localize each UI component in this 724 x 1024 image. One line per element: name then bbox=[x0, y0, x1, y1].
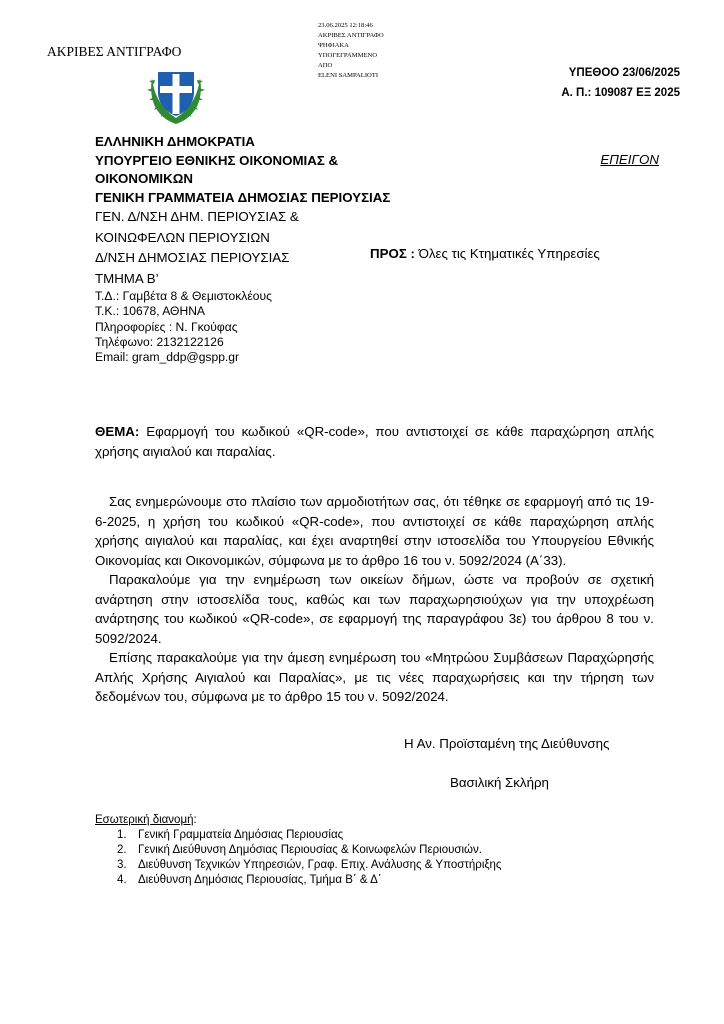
address-phone: Τηλέφωνο: 2132122126 bbox=[95, 334, 224, 349]
recipient bbox=[370, 246, 600, 261]
item-number: 1. bbox=[117, 828, 127, 841]
distribution-heading bbox=[95, 813, 501, 828]
signer-name: Βασιλική Σκλήρη bbox=[450, 775, 549, 790]
protocol-reference bbox=[561, 63, 680, 103]
distribution-item bbox=[95, 858, 501, 873]
address-postal: Τ.Κ.: 10678, ΑΘΗΝΑ bbox=[95, 304, 205, 319]
distribution-colon: : bbox=[193, 814, 197, 826]
body-paragraph: Παρακαλούμε για την ενημέρωση των οικείων δήμων, ώστε να προβούν σε σχετική ανάρτηση στην ιστοσελίδα τους, καθώς και των παραχωρησιούχων για την υποχρέωση ανάρτησης του κωδικού «QR-code», σε εφαρμογή της παραγράφου 3ε) του άρθρου 8 του ν. 5092/2024. bbox=[95, 572, 654, 646]
directorate: Δ/ΝΣΗ ΔΗΜΟΣΙΑΣ ΠΕΡΙΟΥΣΙΑΣ bbox=[95, 250, 290, 266]
ministry-title-cont: ΟΙΚΟΝΟΜΙΚΩΝ bbox=[95, 171, 193, 187]
ministry-title: ΥΠΟΥΡΓΕΙΟ ΕΘΝΙΚΗΣ ΟΙΚΟΝΟΜΙΑΣ & bbox=[95, 152, 339, 168]
secretariat-title: ΓΕΝΙΚΗ ΓΡΑΜΜΑΤΕΙΑ ΔΗΜΟΣΙΑΣ ΠΕΡΙΟΥΣΙΑΣ bbox=[95, 189, 391, 205]
sender-header bbox=[95, 133, 390, 289]
subject-label: ΘΕΜΑ: bbox=[95, 424, 140, 439]
distribution-list bbox=[95, 828, 501, 888]
stamp-line: ELENI SAMPALIOTI bbox=[318, 72, 379, 80]
item-number: 2. bbox=[117, 843, 127, 856]
copy-label: ΑΚΡΙΒΕΣ ΑΝΤΙΓΡΑΦΟ bbox=[47, 44, 182, 59]
letter-body bbox=[95, 492, 654, 707]
distribution-item bbox=[95, 843, 501, 858]
recipient-label: ΠΡΟΣ : bbox=[370, 246, 415, 261]
item-text: Διεύθυνση Τεχνικών Υπηρεσιών, Γραφ. Επιχ. Ανάλυσης & Υποστήριξης bbox=[138, 858, 502, 871]
stamp-line: 23.06.2025 12:18:46 bbox=[318, 22, 373, 29]
urgency-label: ΕΠΕΙΓΟΝ bbox=[600, 152, 659, 167]
subject-text: Εφαρμογή του κωδικού «QR-code», που αντιστοιχεί σε κάθε παραχώρηση απλής χρήσης αιγιαλού και παραλίας. bbox=[95, 424, 654, 459]
signer-title: Η Αν. Προϊσταμένη της Διεύθυνσης bbox=[404, 736, 610, 751]
distribution-title: Εσωτερική διανομή bbox=[95, 814, 194, 826]
digital-signature-stamp bbox=[318, 21, 384, 82]
reference-date: ΥΠΕΘΟΟ 23/06/2025 bbox=[568, 67, 680, 79]
address-street: Τ.Δ.: Γαμβέτα 8 & Θεμιστοκλέους bbox=[95, 289, 272, 303]
item-text: Διεύθυνση Δημόσιας Περιουσίας, Τμήμα Β΄ & Δ΄ bbox=[138, 873, 382, 886]
address-info: Πληροφορίες : Ν. Γκούφας bbox=[95, 319, 238, 334]
stamp-line: ΨΗΦΙΑΚΑ bbox=[318, 42, 349, 50]
stamp-line: ΑΚΡΙΒΕΣ ΑΝΤΙΓΡΑΦΟ bbox=[318, 32, 384, 40]
stamp-line: ΥΠΟΓΕΓΡΑΜΜΕΝΟ bbox=[318, 52, 378, 60]
body-paragraph: Επίσης παρακαλούμε για την άμεση ενημέρωση του «Μητρώου Συμβάσεων Παραχώρησής Απλής Χρήσης Αιγιαλού και Παραλίας», με τις νέες παραχωρήσεις και την τήρηση των δεδομένων του, σύμφωνα με το άρθρο 15 του ν. 5092/2024. bbox=[95, 650, 654, 704]
item-text: Γενική Γραμματεία Δημόσιας Περιουσίας bbox=[138, 828, 344, 841]
general-directorate: ΓΕΝ. Δ/ΝΣΗ ΔΗΜ. ΠΕΡΙΟΥΣΙΑΣ & bbox=[95, 209, 299, 225]
internal-distribution bbox=[95, 813, 501, 888]
recipient-value: Όλες τις Κτηματικές Υπηρεσίες bbox=[414, 246, 600, 261]
subject bbox=[95, 422, 654, 462]
contact-address bbox=[95, 289, 272, 365]
republic-title: ΕΛΛΗΝΙΚΗ ΔΗΜΟΚΡΑΤΙΑ bbox=[95, 134, 255, 149]
body-paragraph: Σας ενημερώνουμε στο πλαίσιο των αρμοδιοτήτων σας, ότι τέθηκε σε εφαρμογή από τις 19-6-2025, η χρήση του κωδικού «QR-code», που αντιστοιχεί σε κάθε παραχώρηση απλής χρήσης αιγιαλού και παραλίας, και έχει αναρτηθεί στην ιστοσελίδα του Υπουργείου Εθνικής Οικονομίας και Οικονομικών, σύμφωνα με το άρθρο 16 του ν. 5092/2024 (Α΄33). bbox=[95, 494, 654, 568]
item-text: Γενική Διεύθυνση Δημόσιας Περιουσίας & Κοινωφελών Περιουσιών. bbox=[138, 843, 482, 856]
stamp-line: ΑΠΟ bbox=[318, 62, 333, 70]
address-email: Email: gram_ddp@gspp.gr bbox=[95, 350, 240, 365]
greek-emblem-icon bbox=[144, 62, 208, 128]
item-number: 4. bbox=[117, 873, 127, 886]
protocol-number: Α. Π.: 109087 ΕΞ 2025 bbox=[561, 87, 680, 99]
distribution-item bbox=[95, 873, 501, 888]
distribution-item bbox=[95, 828, 501, 843]
item-number: 3. bbox=[117, 858, 127, 871]
general-directorate-cont: ΚΟΙΝΩΦΕΛΩΝ ΠΕΡΙΟΥΣΙΩΝ bbox=[95, 229, 270, 245]
department: ΤΜΗΜΑ Β’ bbox=[95, 270, 159, 286]
